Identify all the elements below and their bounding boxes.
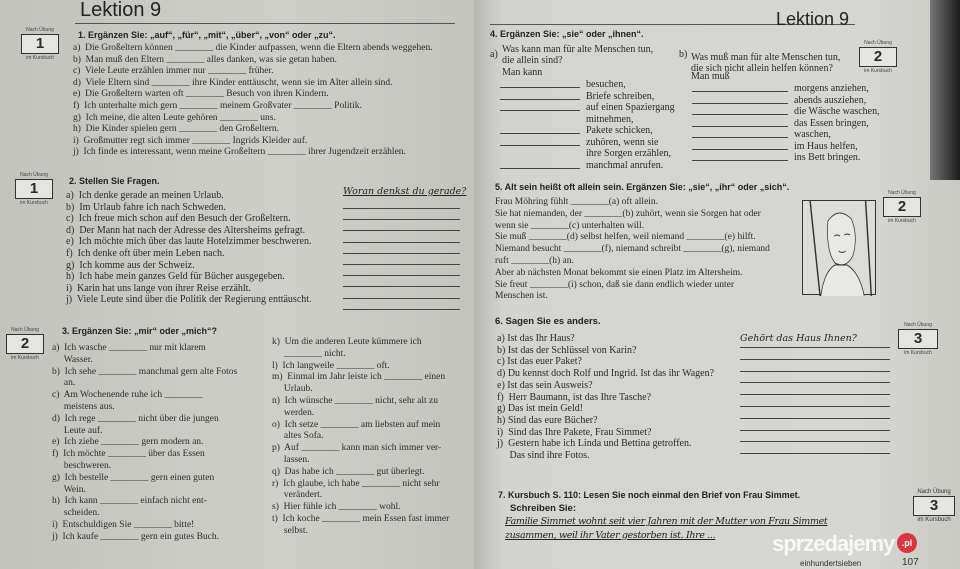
exercise-line: c) Am Wochenende ruhe ich ________ (52, 390, 203, 401)
answer-row (500, 79, 675, 91)
answer-line[interactable] (343, 198, 460, 209)
badge-bottom: im Kursbuch (904, 350, 932, 356)
exercise-6-items (497, 333, 714, 462)
exercise-item: i) Sind das Ihre Pakete, Frau Simmet? (497, 426, 652, 438)
exercise-item: d) Der Mann hat nach der Adresse des Altersheims gefragt. (66, 224, 306, 236)
exercise-2-items (66, 190, 312, 306)
answer-line[interactable] (343, 299, 460, 310)
exercise-badge (910, 489, 958, 523)
exercise-badge (3, 327, 47, 361)
exercise-3-column-1 (52, 343, 237, 544)
exercise-line: q) Das habe ich ________ gut überlegt. (272, 466, 425, 477)
exercise-item: b) Im Urlaub fahre ich nach Schweden. (66, 201, 226, 213)
handwritten-line: Familie Simmet wohnt seit vier Jahren mit der Mutter von Frau Simmet (505, 516, 828, 527)
badge-top: Nach Übung (11, 327, 39, 333)
answer-row (500, 102, 675, 114)
answer-row (500, 91, 675, 103)
exercise-item: b) Ist das der Schlüssel von Karin? (497, 344, 637, 356)
answer-blank[interactable] (500, 125, 580, 134)
part-label: b) (679, 49, 688, 60)
answer-row (500, 148, 675, 160)
question-line: Was kann man für alte Menschen tun, (502, 44, 654, 55)
handwritten-line: zusammen, weil ihr Vater gestorben ist. Ihre ... (505, 530, 716, 541)
exercise-2-title: 2. Stellen Sie Fragen. (69, 176, 160, 186)
text-line: Menschen ist. (495, 291, 548, 302)
exercise-line: i) Entschuldigen Sie ________ bitte! (52, 519, 195, 530)
exercise-line: b) Ich sehe ________ manchmal gern alte Fotos (52, 366, 238, 377)
answer-row (500, 114, 675, 126)
exercise-item: f) Ich unterhalte mich gern ________ meinem Großvater ________ Politik. (73, 100, 362, 111)
badge-number: 1 (15, 179, 53, 199)
answer-line[interactable] (740, 384, 890, 395)
lesson-title: Lektion 9 (80, 0, 162, 21)
answer-row (692, 141, 880, 153)
row-text: ins Bett bringen. (794, 152, 861, 163)
answer-line[interactable] (343, 232, 460, 243)
answer-row (692, 106, 880, 118)
exercise-badge (12, 172, 56, 206)
exercise-badge (18, 27, 62, 61)
exercise-4-title: 4. Ergänzen Sie: „sie“ oder „ihnen“. (490, 29, 644, 39)
exercise-line: t) Ich koche ________ mein Essen fast immer (272, 513, 450, 524)
answer-line[interactable] (343, 288, 460, 299)
exercise-line: altes Sofa. (272, 431, 324, 442)
answer-line[interactable] (740, 337, 890, 348)
exercise-item: e) Die Großeltern warten oft ________ Besuch von ihren Kindern. (73, 89, 329, 100)
row-text: zuhören, wenn sie (586, 136, 659, 148)
exercise-line: g) Ich bestelle ________ gern einen guten (52, 472, 215, 483)
exercise-line: werden. (272, 407, 315, 418)
answer-row (692, 152, 880, 164)
text-line: Niemand besucht ________(f), niemand schreibt ________(g), niemand (495, 244, 770, 255)
lesson-title: Lektion 9 (776, 9, 850, 29)
intro-text: Man muß (691, 71, 730, 82)
answer-row (692, 83, 880, 95)
badge-top: Nach Übung (904, 322, 932, 328)
badge-number: 3 (913, 496, 955, 516)
exercise-line: ________ nicht. (272, 348, 346, 359)
watermark: sprzedajemy (772, 531, 895, 556)
page-number: 107 (902, 557, 919, 568)
exercise-line: verändert. (272, 490, 323, 501)
exercise-badge (856, 40, 900, 74)
row-text: morgens anziehen, (794, 83, 869, 94)
intro-text: Man kann (502, 67, 543, 78)
answer-line[interactable] (740, 408, 890, 419)
exercise-line: beschweren. (52, 460, 112, 471)
badge-top: Nach Übung (917, 489, 951, 495)
exercise-line: a) Ich wasche ________ nur mit klarem (52, 343, 206, 353)
exercise-5-text (495, 197, 770, 303)
part-label: a) (490, 49, 498, 60)
exercise-line: h) Ich kann ________ einfach nicht ent- (52, 496, 207, 507)
answer-blank[interactable] (692, 129, 788, 138)
question-line: die sich nicht allein helfen können? (691, 63, 833, 74)
badge-bottom: im Kursbuch (26, 55, 54, 61)
badge-number: 1 (21, 34, 59, 54)
exercise-item: a) Die Großeltern können ________ die Kinder aufpassen, wenn die Eltern abends weggehen. (73, 43, 433, 53)
answer-blank[interactable] (692, 83, 788, 92)
old-woman-illustration (802, 200, 876, 295)
answer-line[interactable] (740, 396, 890, 407)
text-line: Sie freut ________(i) schon, daß sie dann endlich wieder unter (495, 279, 735, 290)
exercise-3-title: 3. Ergänzen Sie: „mir“ oder „mich“? (62, 326, 218, 336)
row-text: die Wäsche waschen, (794, 106, 880, 117)
exercise-line: m) Einmal im Jahr leiste ich ________ einen (272, 372, 446, 383)
exercise-7-subtitle: Schreiben Sie: (510, 503, 576, 514)
exercise-item: e) Ist das sein Ausweis? (497, 379, 593, 391)
row-text: waschen, (794, 129, 831, 140)
answer-blank[interactable] (500, 91, 580, 100)
watermark-logo: .pl (897, 533, 917, 553)
answer-blank[interactable] (500, 102, 580, 111)
answer-line[interactable] (343, 265, 460, 276)
badge-number: 2 (883, 197, 921, 217)
exercise-item: a) Ist das Ihr Haus? (497, 333, 575, 344)
exercise-item: c) Viele Leute erzählen immer nur ________ früher. (73, 66, 274, 77)
row-text: Pakete schicken, (586, 125, 653, 136)
exercise-item: f) Ich denke oft über mein Leben nach. (66, 247, 225, 259)
exercise-item: g) Das ist mein Geld! (497, 403, 584, 415)
row-text: mitnehmen, (586, 113, 634, 125)
exercise-badge (880, 190, 924, 224)
answer-line[interactable] (343, 254, 460, 265)
badge-number: 3 (898, 329, 938, 349)
badge-bottom: im Kursbuch (864, 68, 892, 74)
exercise-item: j) Ich finde es interessant, wenn meine Großeltern ________ ihrer Jugendzeit erzählen. (73, 147, 406, 158)
exercise-line: meistens aus. (52, 401, 115, 412)
answer-blank[interactable] (692, 141, 788, 150)
answer-blank[interactable] (500, 160, 580, 169)
answer-line[interactable] (343, 243, 460, 254)
answer-line[interactable] (740, 361, 890, 372)
exercise-item: a) Ich denke gerade an meinen Urlaub. (66, 190, 224, 201)
text-line: Aber ab nächsten Monat bekommt sie einen Platz im Altersheim. (495, 267, 743, 278)
row-text: abends ausziehen, (794, 94, 867, 106)
exercise-line: Wein. (52, 484, 86, 495)
exercise-badge (895, 322, 941, 356)
row-text: das Essen bringen, (794, 117, 869, 129)
exercise-line: p) Auf ________ kann man sich immer ver- (272, 443, 442, 454)
exercise-line: selbst. (272, 525, 308, 536)
exercise-item: i) Großmutter regt sich immer ________ Ingrids Kleider auf. (73, 135, 308, 146)
exercise-1-items (73, 43, 433, 159)
exercise-6-title: 6. Sagen Sie es anders. (495, 316, 601, 327)
exercise-item: c) Ist das euer Paket? (497, 356, 582, 368)
exercise-line: Urlaub. (272, 384, 313, 395)
spacer (500, 148, 580, 160)
exercise-item: d) Du kennst doch Rolf und Ingrid. Ist das ihr Wagen? (497, 368, 715, 380)
exercise-line: f) Ich möchte ________ über das Essen (52, 449, 205, 460)
exercise-line: scheiden. (52, 508, 100, 519)
badge-top: Nach Übung (864, 40, 892, 46)
badge-number: 2 (859, 47, 897, 67)
exercise-3-column-2 (272, 337, 449, 538)
badge-bottom: im Kursbuch (20, 200, 48, 206)
question-line: Was muß man für alte Menschen tun, (691, 52, 841, 63)
badge-number: 2 (6, 334, 44, 354)
exercise-item: j) Gestern habe ich Linda und Bettina getroffen. (497, 438, 692, 450)
exercise-7-title: 7. Kursbuch S. 110: Lesen Sie noch einmal den Brief von Frau Simmet. (498, 490, 801, 500)
exercise-line: e) Ich ziehe ________ gern modern an. (52, 437, 204, 448)
exercise-item: j) Viele Leute sind über die Politik der Regierung enttäuscht. (66, 294, 312, 306)
text-line: Sie muß ________(d) selbst helfen, weil niemand ________(e) hilft. (495, 232, 756, 243)
text-line: Frau Möhring fühlt ________(a) oft allein. (495, 197, 659, 207)
text-line: Sie hat niemanden, der ________(b) zuhört, wenn sie Sorgen hat oder (495, 208, 761, 219)
exercise-item: c) Ich freue mich schon auf den Besuch der Großeltern. (66, 213, 291, 225)
exercise-item: h) Sind das eure Bücher? (497, 414, 598, 426)
exercise-item: d) Viele Eltern sind ________ ihre Kinder enttäuscht, wenn sie im Alter allein sind. (73, 77, 393, 88)
badge-top: Nach Übung (26, 27, 54, 33)
exercise-line: Leute auf. (52, 425, 103, 436)
exercise-item: b) Man muß den Eltern ________ alles danken, was sie getan haben. (73, 54, 337, 65)
question-a (502, 44, 653, 66)
question-line: die allein sind? (502, 55, 563, 66)
answer-row (500, 160, 675, 172)
answer-row (500, 137, 675, 149)
exercise-item: i) Karin hat uns lange von ihrer Reise erzählt. (66, 282, 251, 294)
rows-b (692, 83, 880, 164)
answer-blank[interactable] (500, 137, 580, 146)
text-line: ruft ________(h) an. (495, 255, 574, 266)
answer-blank[interactable] (692, 106, 788, 115)
exercise-5-title: 5. Alt sein heißt oft allein sein. Ergänzen Sie: „sie“, „ihr“ oder „sich“. (495, 182, 790, 192)
exercise-line: o) Ich setze ________ am liebsten auf mein (272, 419, 441, 430)
exercise-line: an. (52, 378, 76, 389)
exercise-line: s) Hier fühle ich ________ wohl. (272, 502, 401, 513)
badge-bottom: im Kursbuch (917, 517, 951, 523)
exercise-1-title: 1. Ergänzen Sie: „auf“, „für“, „mit“, „über“, „von“ oder „zu“. (78, 30, 336, 40)
row-text: im Haus helfen, (794, 140, 858, 152)
answer-blank[interactable] (692, 152, 788, 161)
exercise-item: f) Herr Baumann, ist das Ihre Tasche? (497, 391, 652, 403)
exercise-line: d) Ich rege ________ nicht über die jungen (52, 413, 219, 424)
answer-line[interactable] (740, 349, 890, 360)
exercise-item: h) Ich habe mein ganzes Geld für Bücher ausgegeben. (66, 271, 285, 283)
answer-row (692, 118, 880, 130)
example-answer: Gehört das Haus Ihnen? (740, 333, 857, 344)
answer-blank[interactable] (692, 95, 788, 104)
answer-line[interactable] (343, 220, 460, 231)
answer-line[interactable] (740, 443, 890, 454)
row-text: besuchen, (586, 79, 626, 90)
badge-top: Nach Übung (888, 190, 916, 196)
row-text: Briefe schreiben, (586, 90, 655, 102)
answer-blank[interactable] (500, 79, 580, 88)
badge-top: Nach Übung (20, 172, 48, 178)
exercise-item: Das sind ihre Fotos. (497, 450, 590, 462)
exercise-line: r) Ich glaube, ich habe ________ nicht sehr (272, 478, 440, 489)
badge-bottom: im Kursbuch (888, 218, 916, 224)
header-rule (75, 23, 455, 24)
page-number-word: einhundertsieben (800, 559, 862, 568)
answer-line[interactable] (740, 372, 890, 383)
exercise-line: l) Ich langweile ________ oft. (272, 360, 390, 371)
answer-row (692, 95, 880, 107)
answer-row (500, 125, 675, 137)
answer-row (692, 129, 880, 141)
exercise-item: g) Ich meine, die alten Leute gehören ________ uns. (73, 112, 276, 123)
exercise-line: n) Ich wünsche ________ nicht, sehr alt zu (272, 395, 438, 406)
exercise-line: j) Ich kaufe ________ gern ein gutes Buch. (52, 531, 219, 542)
exercise-item: e) Ich möchte mich über das laute Hotelzimmer beschweren. (66, 236, 312, 248)
text-line: wenn sie ________(c) unterhalten will. (495, 220, 645, 231)
answer-line[interactable] (343, 209, 460, 220)
answer-line[interactable] (343, 276, 460, 287)
answer-blank[interactable] (692, 118, 788, 127)
example-answer: Woran denkst du gerade? (343, 186, 467, 197)
answer-line[interactable] (740, 420, 890, 431)
spacer (500, 114, 580, 126)
exercise-line: k) Um die anderen Leute kümmere ich (272, 337, 422, 347)
row-text: ihre Sorgen erzählen, (586, 148, 672, 159)
exercise-item: g) Ich komme aus der Schweiz. (66, 259, 195, 271)
exercise-line: lassen. (272, 454, 310, 465)
row-text: auf einen Spaziergang (586, 102, 675, 113)
exercise-item: h) Die Kinder spielen gern ________ den Großeltern. (73, 124, 280, 135)
background-edge (930, 0, 960, 180)
badge-bottom: im Kursbuch (11, 355, 39, 361)
exercise-line: Wasser. (52, 354, 93, 365)
rows-a (500, 79, 675, 171)
row-text: manchmal anrufen. (586, 159, 664, 171)
answer-line[interactable] (740, 431, 890, 442)
